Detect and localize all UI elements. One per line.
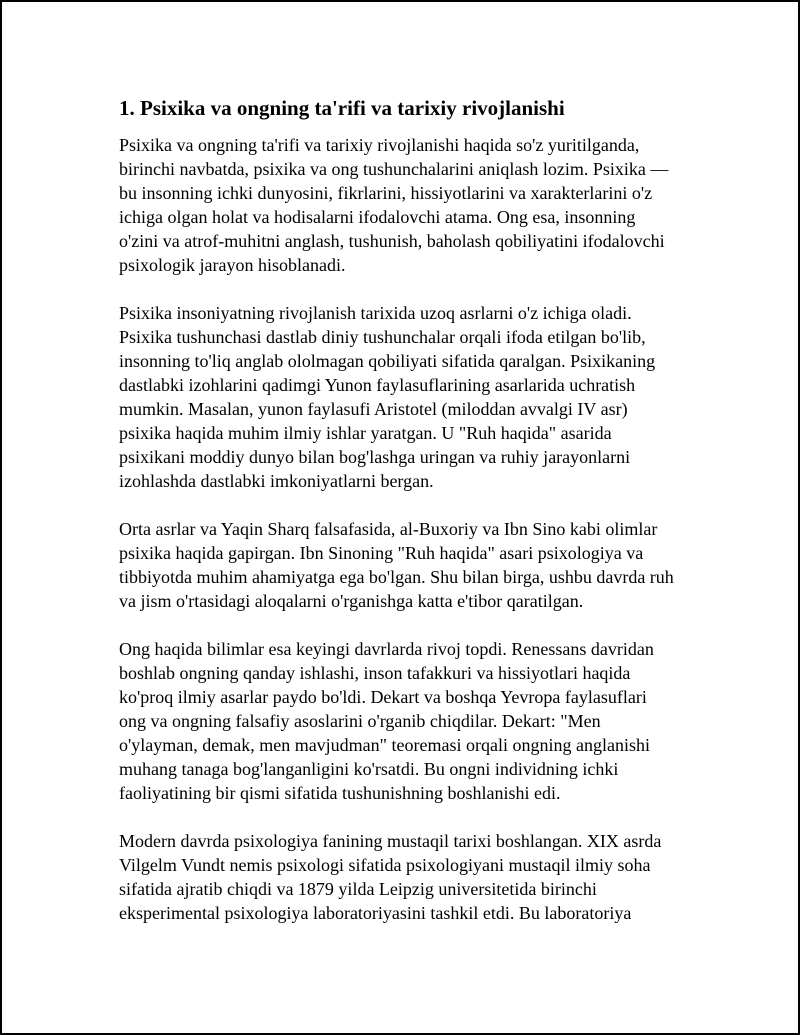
section-title: 1. Psixika va ongning ta'rifi va tarixiy rivojlanishi <box>119 96 565 120</box>
text-line: o'ylayman, demak, men mavjudman" teoremasi orqali ongning anglanishi <box>119 735 650 755</box>
text-line: ichiga olgan holat va hodisalarni ifodalovchi atama. Ong esa, insonning <box>119 207 636 227</box>
text-line: ko'proq ilmiy asarlar paydo bo'ldi. Dekart va boshqa Yevropa faylasuflari <box>119 687 647 707</box>
text-line: o'zini va atrof-muhitni anglash, tushunish, baholash qobiliyatini ifodalovchi <box>119 231 665 251</box>
text-line: va jism o'rtasidagi aloqalarni o'rganishga katta e'tibor qaratilgan. <box>119 591 584 611</box>
text-line: insonning to'liq anglab ololmagan qobiliyati sifatida qaralgan. Psixikaning <box>119 351 656 371</box>
text-line: tibbiyotda muhim ahamiyatga ega bo'lgan. Shu bilan birga, ushbu davrda ruh <box>119 567 674 587</box>
text-line: sifatida ajratib chiqdi va 1879 yilda Leipzig universitetida birinchi <box>119 879 597 899</box>
text-line: mumkin. Masalan, yunon faylasufi Aristotel (miloddan avvalgi IV asr) <box>119 399 628 419</box>
text-line: birinchi navbatda, psixika va ong tushunchalarini aniqlash lozim. Psixika — <box>119 159 669 179</box>
paragraph-definition <box>119 133 694 277</box>
text-line: Psixika va ongning ta'rifi va tarixiy rivojlanishi haqida so'z yuritilganda, <box>119 135 640 155</box>
text-line: Vilgelm Vundt nemis psixologi sifatida psixologiyani mustaqil ilmiy soha <box>119 855 651 875</box>
paragraph-modern <box>119 829 694 925</box>
document-content <box>119 93 694 949</box>
text-line: psixikani moddiy dunyo bilan bog'lashga uringan va ruhiy jarayonlarni <box>119 447 631 467</box>
text-line: dastlabki izohlarini qadimgi Yunon faylasuflarining asarlarida uchratish <box>119 375 636 395</box>
text-line: Ong haqida bilimlar esa keyingi davrlarda rivoj topdi. Renessans davridan <box>119 639 654 659</box>
paragraph-ancient-history <box>119 301 694 493</box>
paragraph-middle-ages <box>119 517 694 613</box>
text-line: izohlashda dastlabki imkoniyatlarni bergan. <box>119 471 434 491</box>
text-line: Modern davrda psixologiya fanining mustaqil tarixi boshlangan. XIX asrda <box>119 831 662 851</box>
text-line: Psixika insoniyatning rivojlanish tarixida uzoq asrlarni o'z ichiga oladi. <box>119 303 632 323</box>
text-line: ong va ongning falsafiy asoslarini o'rganib chiqdilar. Dekart: "Men <box>119 711 601 731</box>
text-line: Orta asrlar va Yaqin Sharq falsafasida, al-Buxoriy va Ibn Sino kabi olimlar <box>119 519 658 539</box>
paragraph-renaissance <box>119 637 694 805</box>
text-line: eksperimental psixologiya laboratoriyasini tashkil etdi. Bu laboratoriya <box>119 903 632 923</box>
text-line: bu insonning ichki dunyosini, fikrlarini, hissiyotlarini va xarakterlarini o'z <box>119 183 653 203</box>
text-line: psixologik jarayon hisoblanadi. <box>119 255 346 275</box>
text-line: faoliyatining bir qismi sifatida tushunishning boshlanishi edi. <box>119 783 561 803</box>
text-line: boshlab ongning qanday ishlashi, inson tafakkuri va hissiyotlari haqida <box>119 663 631 683</box>
text-line: Psixika tushunchasi dastlab diniy tushunchalar orqali ifoda etilgan bo'lib, <box>119 327 646 347</box>
text-line: psixika haqida muhim ilmiy ishlar yaratgan. U "Ruh haqida" asarida <box>119 423 612 443</box>
text-line: muhang tanaga bog'langanligini ko'rsatdi. Bu ongni individning ichki <box>119 759 619 779</box>
text-line: psixika haqida gapirgan. Ibn Sinoning "Ruh haqida" asari psixologiya va <box>119 543 644 563</box>
